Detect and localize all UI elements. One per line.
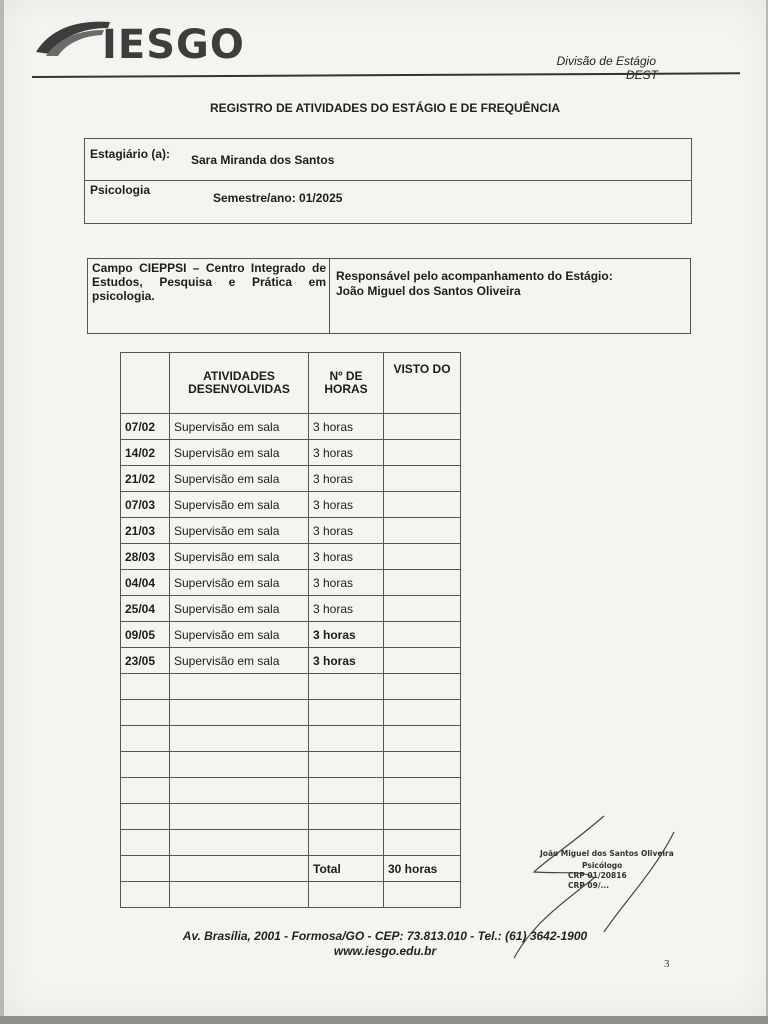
page-edge-shadow [0, 1016, 768, 1024]
footer [4, 929, 766, 959]
row-date: 23/05 [121, 648, 170, 674]
activity-table [120, 352, 461, 908]
responsible-name: João Miguel dos Santos Oliveira [336, 284, 521, 298]
student-name: Sara Miranda dos Santos [191, 153, 335, 167]
student-row [85, 139, 691, 181]
header-activities: ATIVIDADES DESENVOLVIDAS [170, 353, 309, 414]
empty-row [121, 752, 461, 778]
empty-hours [309, 674, 384, 700]
row-activity: Supervisão em sala [170, 518, 309, 544]
row-date: 04/04 [121, 570, 170, 596]
header-visto: VISTO DO [384, 353, 461, 414]
responsible-label: Responsável pelo acompanhamento do Estágio: [336, 269, 613, 283]
empty-date [121, 778, 170, 804]
header-date [121, 353, 170, 414]
empty-activity [170, 726, 309, 752]
row-date: 07/03 [121, 492, 170, 518]
empty-date [121, 726, 170, 752]
row-date: 25/04 [121, 596, 170, 622]
table-row [121, 414, 461, 440]
empty-date [121, 804, 170, 830]
table-row [121, 466, 461, 492]
stamp-crp: CRP 01/20816 [568, 871, 627, 880]
field-info-box [87, 258, 691, 334]
iesgo-logo [32, 18, 272, 68]
row-visto [384, 518, 461, 544]
document-page [4, 0, 766, 1018]
row-hours: 3 horas [309, 596, 384, 622]
row-date: 09/05 [121, 622, 170, 648]
row-hours: 3 horas [309, 544, 384, 570]
row-date: 07/02 [121, 414, 170, 440]
empty-visto [384, 778, 461, 804]
empty-cell [121, 882, 170, 908]
row-hours: 3 horas [309, 518, 384, 544]
row-visto [384, 570, 461, 596]
row-visto [384, 414, 461, 440]
document-title: REGISTRO DE ATIVIDADES DO ESTÁGIO E DE FREQUÊNCIA [209, 101, 561, 115]
student-label: Estagiário (a): [90, 147, 171, 161]
empty-row [121, 882, 461, 908]
table-row [121, 596, 461, 622]
row-hours: 3 horas [309, 622, 384, 648]
row-visto [384, 544, 461, 570]
row-date: 21/02 [121, 466, 170, 492]
stamp-crp-2: CRP 09/... [568, 881, 610, 890]
empty-date [121, 674, 170, 700]
footer-address: Av. Brasília, 2001 - Formosa/GO - CEP: 73.813.010 - Tel.: (61) 3642-1900 [182, 929, 588, 943]
empty-date [121, 700, 170, 726]
internship-field: Campo CIEPPSI – Centro Integrado de Estudos, Pesquisa e Prática em psicologia. [92, 261, 326, 303]
empty-row [121, 778, 461, 804]
total-row [121, 856, 461, 882]
empty-activity [170, 804, 309, 830]
empty-row [121, 804, 461, 830]
row-activity: Supervisão em sala [170, 492, 309, 518]
division-name: Divisão de Estágio [556, 54, 656, 68]
row-date: 21/03 [121, 518, 170, 544]
empty-activity [170, 830, 309, 856]
row-activity: Supervisão em sala [170, 544, 309, 570]
empty-visto [384, 830, 461, 856]
row-activity: Supervisão em sala [170, 570, 309, 596]
division-block [557, 54, 656, 82]
row-hours: 3 horas [309, 414, 384, 440]
course-name: Psicologia [90, 183, 151, 197]
empty-row [121, 674, 461, 700]
logo-wordmark: IESGO [102, 22, 245, 68]
empty-hours [309, 778, 384, 804]
row-hours: 3 horas [309, 570, 384, 596]
total-label: Total [309, 856, 384, 882]
table-row [121, 544, 461, 570]
row-visto [384, 492, 461, 518]
student-info-box [84, 138, 692, 224]
row-activity: Supervisão em sala [170, 414, 309, 440]
table-row [121, 518, 461, 544]
row-activity: Supervisão em sala [170, 596, 309, 622]
row-activity: Supervisão em sala [170, 622, 309, 648]
empty-date [121, 830, 170, 856]
table-row [121, 622, 461, 648]
empty-cell [309, 882, 384, 908]
table-body [121, 414, 461, 908]
page-number: 3 [664, 958, 670, 970]
empty-hours [309, 804, 384, 830]
table-row [121, 648, 461, 674]
empty-cell [384, 882, 461, 908]
row-activity: Supervisão em sala [170, 466, 309, 492]
empty-date [121, 752, 170, 778]
empty-visto [384, 804, 461, 830]
empty-hours [309, 752, 384, 778]
division-code: DEST [625, 68, 658, 82]
stamp-title: Psicólogo [582, 861, 623, 870]
table-header-row [121, 353, 461, 414]
row-visto [384, 440, 461, 466]
logo-swoosh-icon [32, 18, 112, 62]
empty-hours [309, 700, 384, 726]
row-activity: Supervisão em sala [170, 440, 309, 466]
empty-activity [170, 778, 309, 804]
row-hours: 3 horas [309, 492, 384, 518]
empty-activity [170, 674, 309, 700]
table-row [121, 440, 461, 466]
responsible-block [336, 269, 681, 299]
empty-visto [384, 674, 461, 700]
empty-hours [309, 726, 384, 752]
field-divider [329, 259, 330, 333]
course-row [85, 181, 691, 222]
empty-visto [384, 752, 461, 778]
row-visto [384, 466, 461, 492]
row-date: 28/03 [121, 544, 170, 570]
stamp-name: João Miguel dos Santos Oliveira [540, 849, 674, 858]
table-row [121, 492, 461, 518]
empty-row [121, 830, 461, 856]
empty-row [121, 700, 461, 726]
empty-visto [384, 700, 461, 726]
empty-activity [170, 752, 309, 778]
total-blank [170, 856, 309, 882]
row-visto [384, 648, 461, 674]
empty-visto [384, 726, 461, 752]
header-hours: Nº DE HORAS [309, 353, 384, 414]
row-hours: 3 horas [309, 440, 384, 466]
row-visto [384, 596, 461, 622]
row-hours: 3 horas [309, 466, 384, 492]
empty-activity [170, 700, 309, 726]
row-hours: 3 horas [309, 648, 384, 674]
semester: Semestre/ano: 01/2025 [213, 191, 343, 205]
total-blank [121, 856, 170, 882]
total-value: 30 horas [384, 856, 461, 882]
table-row [121, 570, 461, 596]
empty-cell [170, 882, 309, 908]
empty-row [121, 726, 461, 752]
row-date: 14/02 [121, 440, 170, 466]
row-activity: Supervisão em sala [170, 648, 309, 674]
row-visto [384, 622, 461, 648]
empty-hours [309, 830, 384, 856]
footer-website: www.iesgo.edu.br [333, 944, 437, 958]
